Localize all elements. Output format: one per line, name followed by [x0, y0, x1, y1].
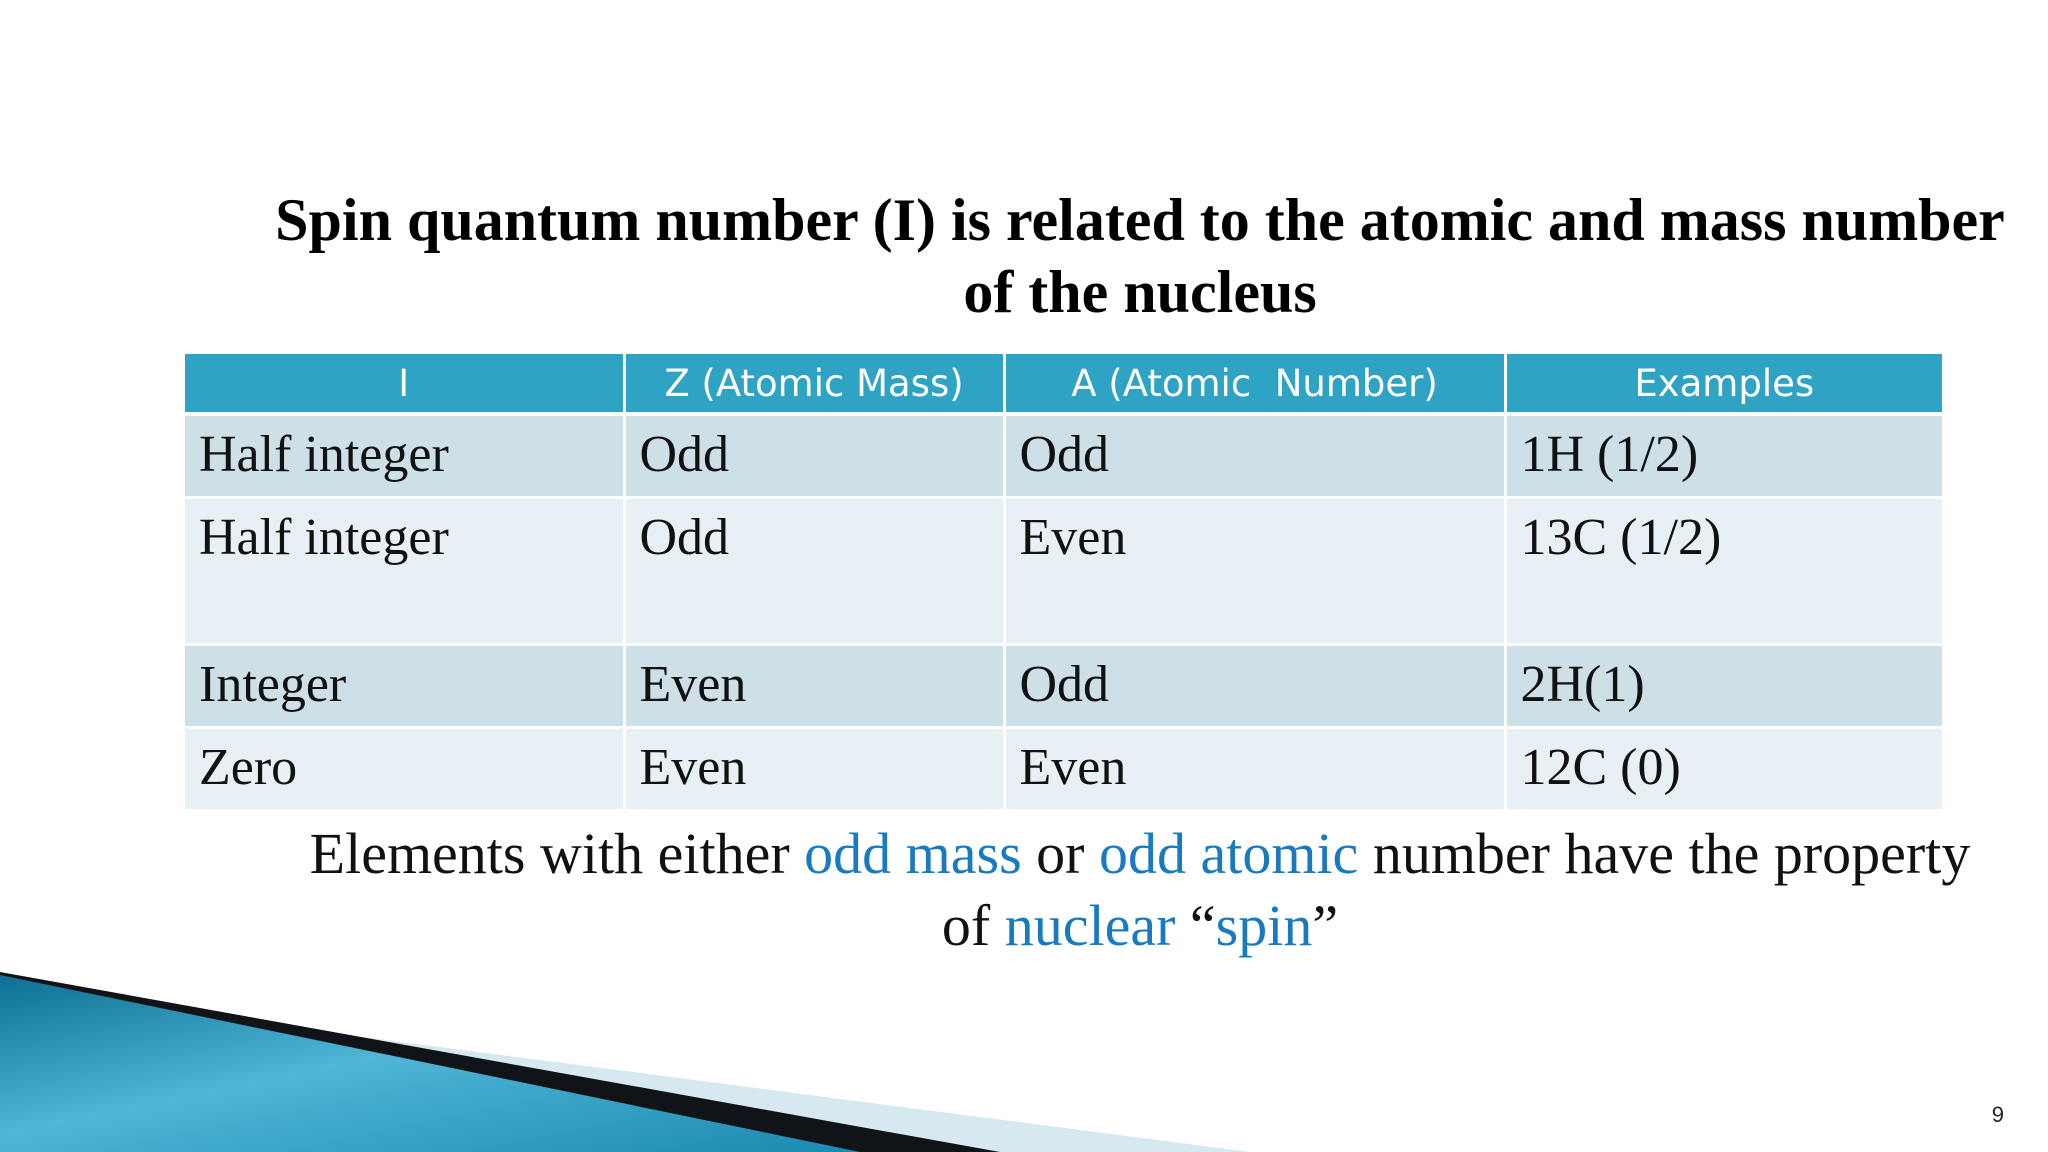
caption-highlight: odd mass	[804, 821, 1022, 886]
table-header-row	[185, 354, 1942, 414]
page-number: 9	[1991, 1102, 2004, 1127]
cell-example: 12C (0)	[1505, 728, 1942, 811]
caption-highlight: spin	[1215, 893, 1313, 958]
caption-line-2	[240, 890, 2040, 962]
table-row	[185, 728, 1942, 811]
title-line-1: Spin quantum number (I) is related to the atomic and mass number	[275, 187, 2005, 253]
cell-z: Odd	[624, 498, 1004, 645]
caption-line-1	[240, 818, 2040, 890]
slide-title	[240, 184, 2040, 328]
table-row	[185, 498, 1942, 645]
cell-a: Even	[1004, 498, 1505, 645]
cell-example: 1H (1/2)	[1505, 414, 1942, 498]
caption-text: number have the property	[1358, 821, 1971, 886]
spin-table	[185, 354, 1942, 812]
cell-z: Odd	[624, 414, 1004, 498]
table-row	[185, 645, 1942, 728]
cell-z: Even	[624, 728, 1004, 811]
cell-a: Odd	[1004, 414, 1505, 498]
header-examples: Examples	[1505, 354, 1942, 414]
cell-a: Odd	[1004, 645, 1505, 728]
caption-text: “	[1175, 893, 1216, 958]
cell-z: Even	[624, 645, 1004, 728]
caption	[240, 818, 2040, 962]
caption-text: or	[1021, 821, 1099, 886]
cell-spin: Zero	[185, 728, 624, 811]
caption-text: of	[941, 893, 1005, 958]
cell-example: 13C (1/2)	[1505, 498, 1942, 645]
cell-spin: Half integer	[185, 498, 624, 645]
cell-spin: Integer	[185, 645, 624, 728]
header-spin: I	[185, 354, 624, 414]
caption-highlight: odd atomic	[1098, 821, 1359, 886]
cell-a: Even	[1004, 728, 1505, 811]
cell-spin: Half integer	[185, 414, 624, 498]
table-row	[185, 414, 1942, 498]
header-a: A (Atomic Number)	[1004, 354, 1505, 414]
title-line-2: of the nucleus	[963, 259, 1317, 325]
header-z: Z (Atomic Mass)	[624, 354, 1004, 414]
cell-example: 2H(1)	[1505, 645, 1942, 728]
caption-highlight: nuclear	[1004, 893, 1176, 958]
caption-text: Elements with either	[309, 821, 805, 886]
caption-text: ”	[1312, 893, 1339, 958]
